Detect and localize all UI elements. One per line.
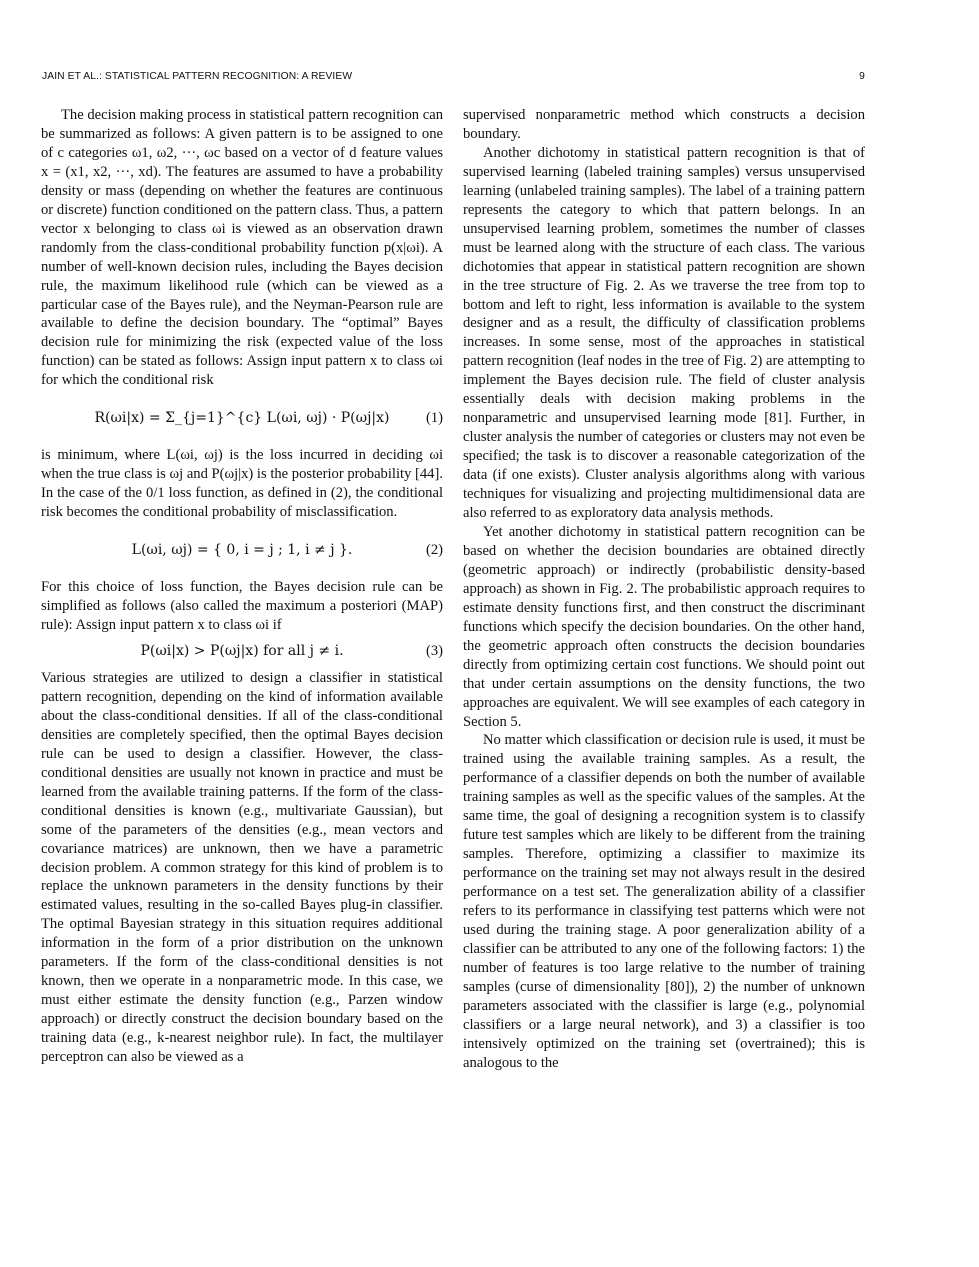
paragraph-strategies: Various strategies are utilized to design a classifier in statistical pattern recognition, depending on the kind of information available about the class-conditional densities. If all of the class-conditional densities are completely specified, then the optimal Bayes decision rule can be used to design a classifier. However, the class-conditional densities are usually not known in practice and must be learned from the available training patterns. If the form of the class-conditional densities is known (e.g., multivariate Gaussian), but some of the parameters of the densities (e.g., mean vectors and covariance matrices) are unknown, then we have a parametric decision problem. A common strategy for this kind of problem is to replace the unknown parameters in the density functions by their estimated values, resulting in the so-called Bayes plug-in classifier. The optimal Bayesian strategy in this situation requires additional information in the form of a prior distribution on the unknown parameters. If the form of the class-conditional densities is not known, then we operate in a nonparametric mode. In this case, we must either estimate the density function (e.g., Parzen window approach) or directly construct the decision boundary based on the training data (e.g., k-nearest neighbor rule). In fact, the multilayer perceptron can also be viewed as a [41, 669, 443, 1066]
equation-1-body: R(ωi|x) = Σ_{j=1}^{c} L(ωi, ωj) · P(ωj|x) [94, 409, 390, 426]
equation-1 [41, 390, 443, 446]
paragraph-conditional-risk: is minimum, where L(ωi, ωj) is the loss incurred in deciding ωi when the true class is ωj and P(ωj|x) is the posterior probability [44]. In the case of the 0/1 loss function, as defined in (2), the conditional risk becomes the conditional probability of misclassification. [41, 447, 443, 521]
running-header [42, 71, 865, 87]
paragraph-training: No matter which classification or decision rule is used, it must be trained using the available training samples. As a result, the performance of a classifier depends on both the number of available training samples as well as the specific values of the samples. At the same time, the goal of designing a recognition system is to classify future test samples which are likely to be different from the training samples. Therefore, optimizing a classifier to maximize its performance on the training set may not always result in the desired performance on a test set. The generalization ability of a classifier refers to its performance in classifying test patterns which were not used during the training stage. A poor generalization ability of a classifier can be attributed to any one of the following factors: 1) the number of features is too large relative to the number of training samples (curse of dimensionality [80]), 2) the number of unknown parameters associated with the classifier is large (e.g., polynomial classifiers or a large neural network), and 3) a classifier is too intensively optimized on the training set (overtrained); this is analogous to the [463, 732, 865, 1071]
equation-3-number: (3) [425, 643, 443, 660]
paragraph-map-rule: For this choice of loss function, the Bayes decision rule can be simplified as follows (also called the maximum a posteriori (MAP) rule): Assign input pattern x to class ωi if [41, 579, 443, 634]
equation-2-body: L(ωi, ωj) = { 0, i = j ; 1, i ≠ j }. [131, 541, 353, 558]
equation-2 [41, 522, 443, 578]
equation-2-number: (2) [425, 541, 443, 558]
equation-1-number: (1) [425, 409, 443, 426]
paragraph-decision-process: The decision making process in statistical pattern recognition can be summarized as follows: A given pattern is to be assigned to one of c categories ω1, ω2, ···, ωc based on a vector of d feature values x = (x1, x2, ···, xd). The features are assumed to have a probability density or mass (depending on whether the features are continuous or discrete) function conditioned on the pattern class. Thus, a pattern vector x belonging to class ωi is viewed as an observation drawn randomly from the class-conditional probability function p(x|ωi). A number of well-known decision rules, including the Bayes decision rule, the maximum likelihood rule (which can be viewed as a particular case of the Bayes rule), and the Neyman-Pearson rule are available to define the decision boundary. The “optimal” Bayes decision rule for minimizing the risk (expected value of the loss function) can be stated as follows: Assign input pattern x to class ωi for which the conditional risk [41, 107, 443, 389]
right-column [463, 106, 865, 1073]
left-column [41, 106, 443, 1067]
equation-3-body: P(ωi|x) > P(ωj|x) for all j ≠ i. [140, 643, 344, 660]
paragraph-supervised-dichotomy: Another dichotomy in statistical pattern recognition is that of supervised learning (labeled training samples) versus unsupervised learning (unlabeled training samples). The label of a training pattern represents the category to which that pattern belongs. In an unsupervised learning problem, sometimes the number of classes must be learned along with the structure of each class. The various dichotomies that appear in statistical pattern recognition are shown in the tree structure of Fig. 2. As we traverse the tree from top to bottom and left to right, less information is available to the system designer and as a result, the difficulty of classification problems increases. In some sense, most of the approaches in statistical pattern recognition (leaf nodes in the tree of Fig. 2) are attempting to implement the Bayes decision rule. The field of cluster analysis essentially deals with decision making problems in the nonparametric and unsupervised learning mode [81]. Further, in cluster analysis the number of categories or clusters may not even be specified; the task is to discover a reasonable categorization of the data (if one exists). Cluster analysis algorithms along with various techniques for visualizing and projecting multidimensional data are also referred to as exploratory data analysis methods. [463, 144, 865, 522]
paragraph-continuation: supervised nonparametric method which constructs a decision boundary. [463, 107, 865, 142]
paragraph-decision-boundaries: Yet another dichotomy in statistical pattern recognition can be based on whether the decision boundaries are obtained directly (geometric approach) or indirectly (probabilistic density-based approach) as shown in Fig. 2. The probabilistic approach requires to estimate density functions first, and then construct the discriminant functions which specify the decision boundaries. On the other hand, the geometric approach often constructs the decision boundaries directly from optimizing certain cost functions. We should point out that under certain assumptions on the density functions, the two approaches are equivalent. We will see examples of each category in Section 5. [463, 523, 865, 730]
page-number: 9 [859, 71, 865, 82]
equation-3 [41, 635, 443, 669]
running-title: JAIN ET AL.: STATISTICAL PATTERN RECOGNITION: A REVIEW [42, 71, 353, 82]
